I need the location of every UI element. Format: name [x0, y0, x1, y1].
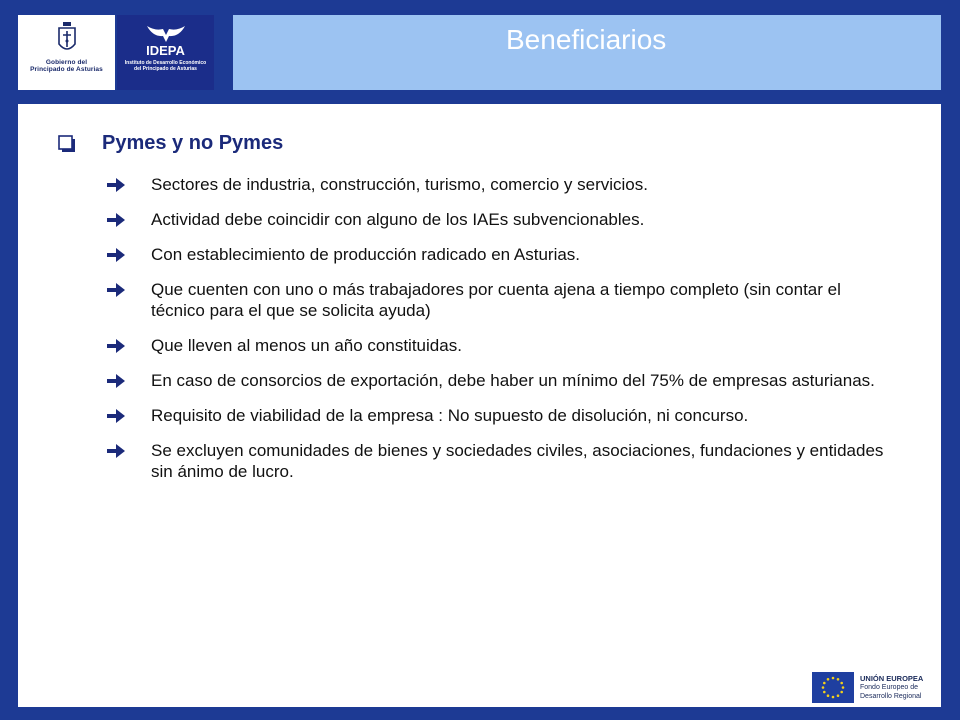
checkbox-bullet-icon: [58, 135, 76, 153]
bullet-list: [106, 174, 886, 496]
list-item: [106, 174, 886, 195]
list-item: [106, 209, 886, 230]
gobierno-asturias-logo: [18, 15, 115, 90]
list-item: [106, 335, 886, 356]
bullet-text: Que cuenten con uno o más trabajadores por cuenta ajena a tiempo completo (sin contar el técnico para el que se solicita ayuda): [151, 280, 841, 320]
arrow-right-icon: [106, 373, 126, 389]
eu-logo-text: [860, 674, 923, 701]
idepa-subtitle: [125, 60, 206, 72]
list-item: [106, 370, 886, 391]
arrow-right-icon: [106, 408, 126, 424]
idepa-bird-icon: [145, 23, 187, 43]
gobierno-logo-line2: Principado de Asturias: [30, 66, 103, 73]
arrow-right-icon: [106, 177, 126, 193]
arrow-right-icon: [106, 282, 126, 298]
eu-feder-logo: [812, 668, 940, 706]
list-item: [106, 279, 886, 321]
idepa-sub-line1: Instituto de Desarrollo Económico: [124, 60, 207, 66]
idepa-sub-line2: del Principado de Asturias: [134, 66, 197, 72]
list-item: [106, 405, 886, 426]
bullet-text: Se excluyen comunidades de bienes y sociedades civiles, asociaciones, fundaciones y entidades sin ánimo de lucro.: [151, 441, 884, 481]
gobierno-logo-text: [30, 59, 103, 73]
idepa-name: IDEPA: [146, 43, 185, 58]
arrow-right-icon: [106, 212, 126, 228]
bullet-text: Actividad debe coincidir con alguno de los IAEs subvencionables.: [151, 210, 645, 229]
list-item: [106, 440, 886, 482]
arrow-right-icon: [106, 443, 126, 459]
bullet-text: En caso de consorcios de exportación, debe haber un mínimo del 75% de empresas asturianas.: [151, 371, 875, 390]
bullet-text: Requisito de viabilidad de la empresa : No supuesto de disolución, ni concurso.: [151, 406, 749, 425]
asturias-crest-icon: [56, 22, 78, 56]
idepa-logo: [117, 15, 214, 90]
list-item: [106, 244, 886, 265]
section-heading: Pymes y no Pymes: [102, 132, 284, 154]
bullet-text: Con establecimiento de producción radicado en Asturias.: [151, 245, 581, 264]
content-panel: [18, 104, 941, 707]
arrow-right-icon: [106, 338, 126, 354]
gobierno-logo-line1: Gobierno del: [45, 59, 88, 66]
eu-line3: Desarrollo Regional: [860, 692, 922, 700]
eu-name: UNIÓN EUROPEA: [860, 673, 924, 683]
eu-line2: Fondo Europeo de: [860, 683, 918, 691]
eu-flag-icon: [812, 672, 854, 703]
bullet-text: Sectores de industria, construcción, turismo, comercio y servicios.: [151, 175, 648, 194]
arrow-right-icon: [106, 247, 126, 263]
slide-title: Beneficiarios: [506, 24, 667, 55]
section-heading-row: [58, 132, 283, 155]
bullet-text: Que lleven al menos un año constituidas.: [151, 336, 462, 355]
